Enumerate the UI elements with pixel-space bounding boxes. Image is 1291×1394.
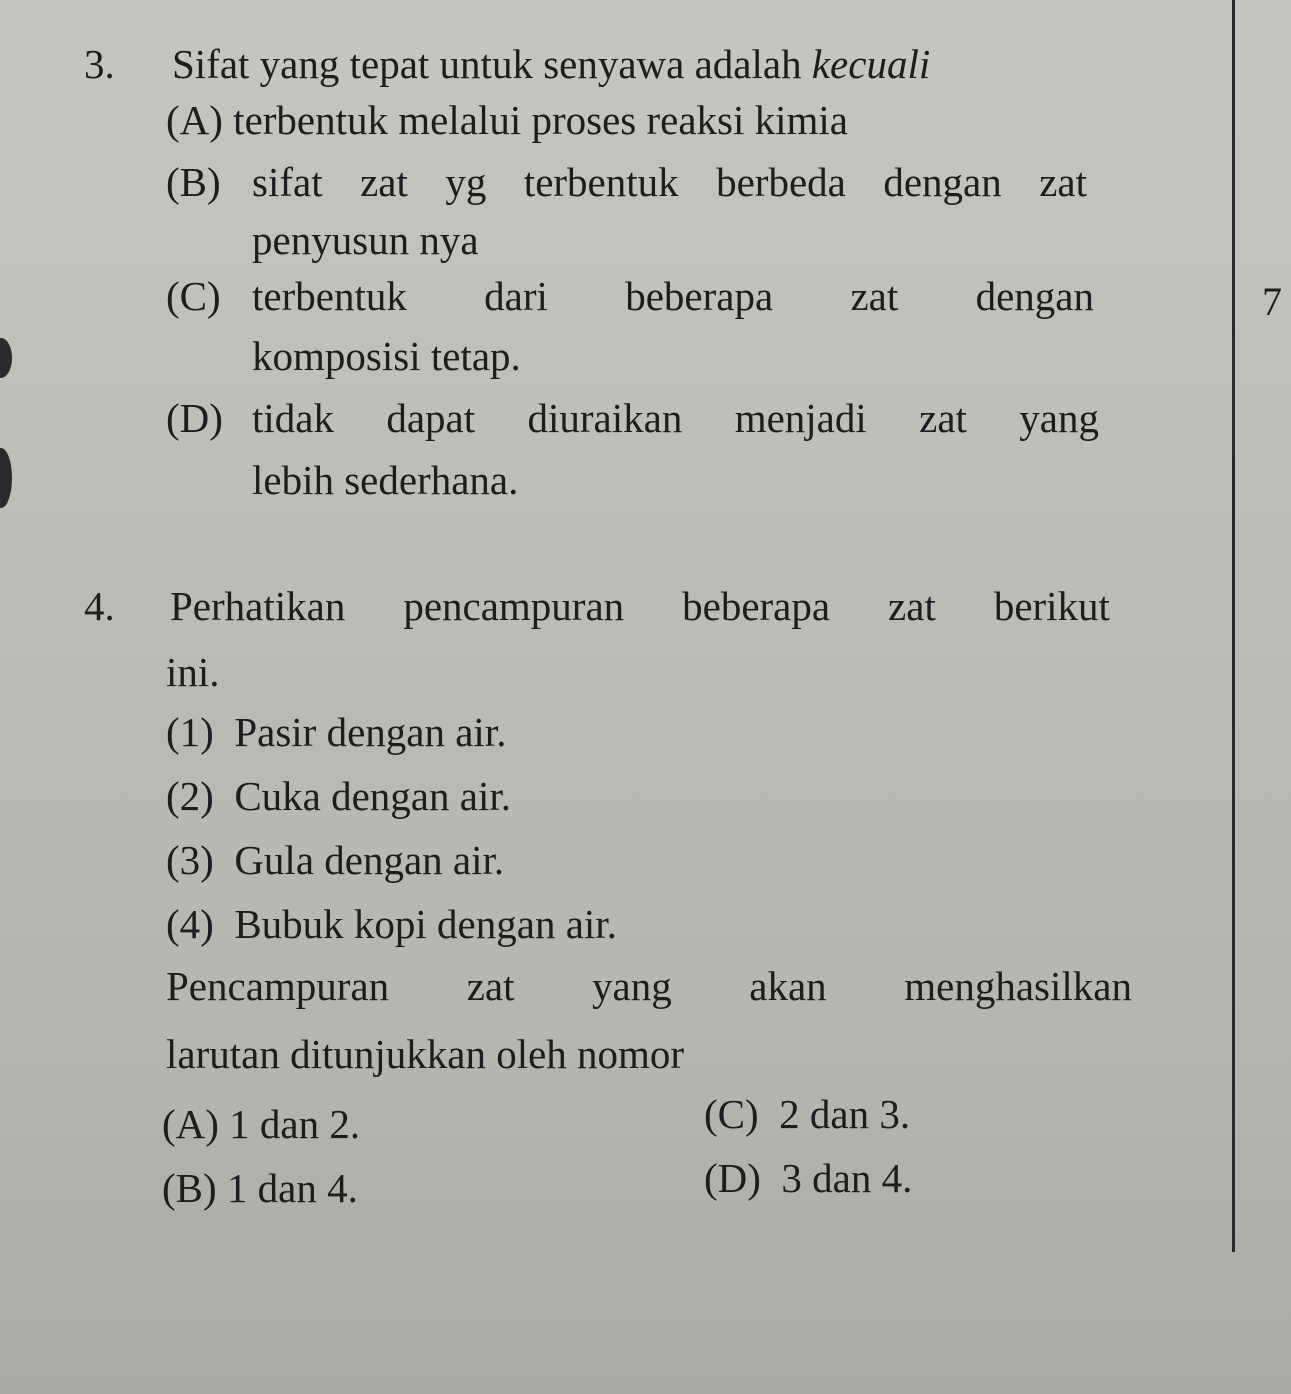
q4-prompt-line1 <box>166 962 1132 1010</box>
q3-stem <box>172 40 930 88</box>
q3-d-word: dapat <box>386 395 476 441</box>
q4-stem-word: pencampuran <box>403 583 625 629</box>
q4-option-label: (C) <box>704 1091 759 1137</box>
q3-d-word: menjadi <box>734 395 867 441</box>
q3-option-a-label: (A) <box>166 97 223 143</box>
q4-item-text: Pasir dengan air. <box>234 709 507 755</box>
q4-stem-line1 <box>170 582 1110 630</box>
q4-prompt-word: zat <box>466 963 515 1009</box>
q4-item-text: Gula dengan air. <box>234 837 505 883</box>
q4-option-text: 1 dan 4. <box>226 1165 358 1211</box>
q3-option-c-line2: komposisi tetap. <box>252 333 521 379</box>
q3-option-d-line1 <box>252 394 1099 442</box>
column-divider <box>1232 0 1235 1252</box>
q3-d-word: tidak <box>252 395 334 441</box>
q3-option-b-line2: penyusun nya <box>252 217 479 263</box>
q3-option-d-line2: lebih sederhana. <box>252 457 519 503</box>
q4-option-b <box>162 1164 358 1212</box>
q4-item-label: (3) <box>166 837 214 883</box>
q3-b-word: dengan <box>883 159 1002 205</box>
q4-item-label: (4) <box>166 901 214 947</box>
q3-option-b-label: (B) <box>166 159 221 205</box>
q4-option-d <box>704 1154 912 1202</box>
q4-stem-word: Perhatikan <box>170 583 346 629</box>
q3-number: 3. <box>84 41 115 87</box>
q3-option-d-label: (D) <box>166 395 223 441</box>
q4-item-text: Bubuk kopi dengan air. <box>234 901 617 947</box>
q3-b-word: sifat <box>252 159 323 205</box>
q4-option-text: 1 dan 2. <box>229 1101 361 1147</box>
q4-option-label: (D) <box>704 1155 761 1201</box>
q4-option-a <box>162 1100 360 1148</box>
q4-option-c <box>704 1090 910 1138</box>
q4-prompt-word: Pencampuran <box>166 963 390 1009</box>
q4-option-text: 2 dan 3. <box>779 1091 911 1137</box>
q4-prompt-line2: larutan ditunjukkan oleh nomor <box>166 1031 685 1077</box>
q3-option-b-line1 <box>252 158 1087 206</box>
q4-item-3 <box>166 836 504 884</box>
q3-b-word: yg <box>445 159 487 205</box>
q4-stem-word: berikut <box>993 583 1110 629</box>
q4-item-4 <box>166 900 617 948</box>
q4-item-2 <box>166 772 511 820</box>
q4-stem-line2: ini. <box>166 649 220 695</box>
q3-c-word: terbentuk <box>252 273 407 319</box>
q3-b-word: berbeda <box>716 159 846 205</box>
q3-b-word: zat <box>360 159 408 205</box>
q3-c-word: dari <box>484 273 548 319</box>
margin-note: 7 <box>1262 279 1282 324</box>
q3-d-word: zat <box>919 395 967 441</box>
q4-item-1 <box>166 708 506 756</box>
q3-option-a <box>166 96 848 144</box>
edge-mark <box>0 448 12 508</box>
q3-b-word: zat <box>1039 159 1087 205</box>
q3-c-word: zat <box>850 273 899 319</box>
q3-option-a-text: terbentuk melalui proses reaksi kimia <box>233 97 848 143</box>
q4-prompt-word: menghasilkan <box>904 963 1132 1009</box>
q4-stem-word: beberapa <box>682 583 831 629</box>
q3-b-word: terbentuk <box>523 159 679 205</box>
q4-option-text: 3 dan 4. <box>781 1155 913 1201</box>
q3-d-word: diuraikan <box>527 395 683 441</box>
q3-d-word: yang <box>1019 395 1099 441</box>
q3-stem-text: Sifat yang tepat untuk senyawa adalah <box>172 41 802 87</box>
q3-stem-emphasis: kecuali <box>811 41 931 87</box>
edge-mark <box>0 338 12 378</box>
q4-prompt-word: akan <box>749 963 827 1009</box>
q4-option-label: (B) <box>162 1165 217 1211</box>
q3-option-c-label: (C) <box>166 273 221 319</box>
q4-item-label: (1) <box>166 709 214 755</box>
q4-option-label: (A) <box>162 1101 219 1147</box>
q4-number: 4. <box>84 583 115 629</box>
q3-c-word: beberapa <box>625 273 774 319</box>
q4-prompt-word: yang <box>592 963 672 1009</box>
q4-item-text: Cuka dengan air. <box>234 773 511 819</box>
q4-stem-word: zat <box>888 583 936 629</box>
q4-item-label: (2) <box>166 773 214 819</box>
q3-option-c-line1 <box>252 272 1094 320</box>
q3-c-word: dengan <box>975 273 1094 319</box>
